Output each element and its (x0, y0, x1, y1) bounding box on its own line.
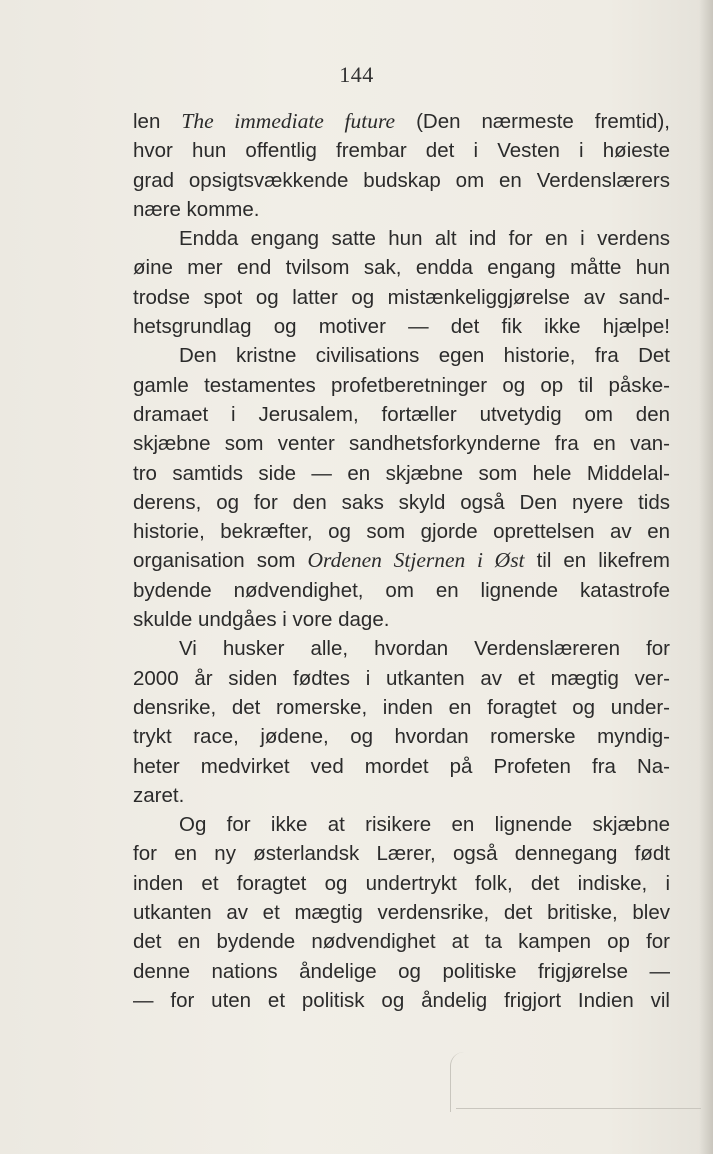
text-line (133, 224, 670, 253)
text-line (133, 429, 670, 458)
text-line (133, 283, 670, 312)
text-line (133, 312, 670, 341)
text-run: grad opsigtsvækkende budskap om en Verdenslærers (133, 168, 670, 192)
page-number: 144 (339, 62, 374, 87)
text-run: organisation som (133, 549, 308, 573)
text-run: Endda engang satte hun alt ind for en i verdens (179, 227, 670, 251)
text-line (133, 693, 670, 722)
text-line (133, 839, 670, 868)
text-run: gamle testamentes profetberetninger og op til påske- (133, 373, 670, 397)
text-line (133, 546, 670, 575)
text-run: bydende nødvendighet, om en lignende katastrofe (133, 578, 670, 602)
text-run: heter medvirket ved mordet på Profeten fra Na- (133, 754, 670, 778)
text-line (133, 752, 670, 781)
text-line (133, 957, 670, 986)
page-edge-shadow (699, 0, 713, 1154)
text-run: derens, og for den saks skyld også Den nyere tids (133, 490, 670, 514)
text-line (133, 341, 670, 370)
text-line (133, 400, 670, 429)
text-line (133, 781, 670, 810)
text-run: nære komme. (133, 197, 260, 221)
text-run: det en bydende nødvendighet at ta kampen op for (133, 930, 670, 954)
text-run: (Den nærmeste fremtid), (395, 110, 670, 133)
text-run: 2000 år siden fødtes i utkanten av et mægtig ver- (133, 666, 670, 690)
text-line (133, 371, 670, 400)
text-run: hvor hun offentlig frembar det i Vesten i høieste (133, 139, 670, 163)
text-run: utkanten av et mægtig verdensrike, det britiske, blev (133, 901, 670, 925)
text-line (133, 107, 670, 136)
text-run: øine mer end tvilsom sak, endda engang måtte hun (133, 256, 670, 280)
text-line (133, 986, 670, 1015)
text-run: trodse spot og latter og mistænkeliggjørelse av sand- (133, 285, 670, 309)
text-line (133, 253, 670, 282)
text-run: inden et foragtet og undertrykt folk, det indiske, i (133, 871, 670, 895)
text-line (133, 166, 670, 195)
text-line (133, 810, 670, 839)
text-run: — for uten et politisk og åndelig frigjort Indien vil (133, 988, 670, 1012)
text-run: hetsgrundlag og motiver — det fik ikke hjælpe! (133, 315, 670, 339)
text-line (133, 459, 670, 488)
text-run: len (133, 110, 182, 133)
italic-title: The immediate future (181, 109, 396, 133)
text-run: denne nations åndelige og politiske frigjørelse — (133, 959, 670, 983)
body-text (133, 107, 670, 1015)
text-line (133, 576, 670, 605)
text-run: Og for ikke at risikere en lignende skjæbne (179, 813, 670, 837)
text-line (133, 898, 670, 927)
text-run: trykt race, jødene, og hvordan romerske myndig- (133, 725, 670, 749)
text-line (133, 605, 670, 634)
text-run: tro samtids side — en skjæbne som hele Middelal- (133, 461, 670, 485)
text-line (133, 869, 670, 898)
library-stamp-mark (450, 1052, 706, 1112)
text-run: densrike, det romerske, inden en foragtet og under- (133, 695, 670, 719)
text-run: til en likefrem (524, 549, 671, 573)
text-run: Vi husker alle, hvordan Verdenslæreren for (179, 637, 670, 661)
text-run: zaret. (133, 783, 185, 807)
text-line (133, 517, 670, 546)
text-run: for en ny østerlandsk Lærer, også dennegang født (133, 842, 670, 866)
text-line (133, 136, 670, 165)
text-line (133, 722, 670, 751)
text-line (133, 634, 670, 663)
text-run: skulde undgåes i vore dage. (133, 608, 390, 632)
text-line (133, 195, 670, 224)
text-run: dramaet i Jerusalem, fortæller utvetydig om den (133, 402, 670, 426)
text-line (133, 488, 670, 517)
text-run: historie, bekræfter, og som gjorde oprettelsen av en (133, 520, 670, 544)
italic-title: Ordenen Stjernen i Øst (307, 548, 525, 573)
text-run: skjæbne som venter sandhetsforkynderne fra en van- (133, 432, 670, 456)
text-run: Den kristne civilisations egen historie, fra Det (179, 344, 670, 368)
library-stamp-underline (456, 1108, 701, 1109)
text-line (133, 664, 670, 693)
text-line (133, 927, 670, 956)
